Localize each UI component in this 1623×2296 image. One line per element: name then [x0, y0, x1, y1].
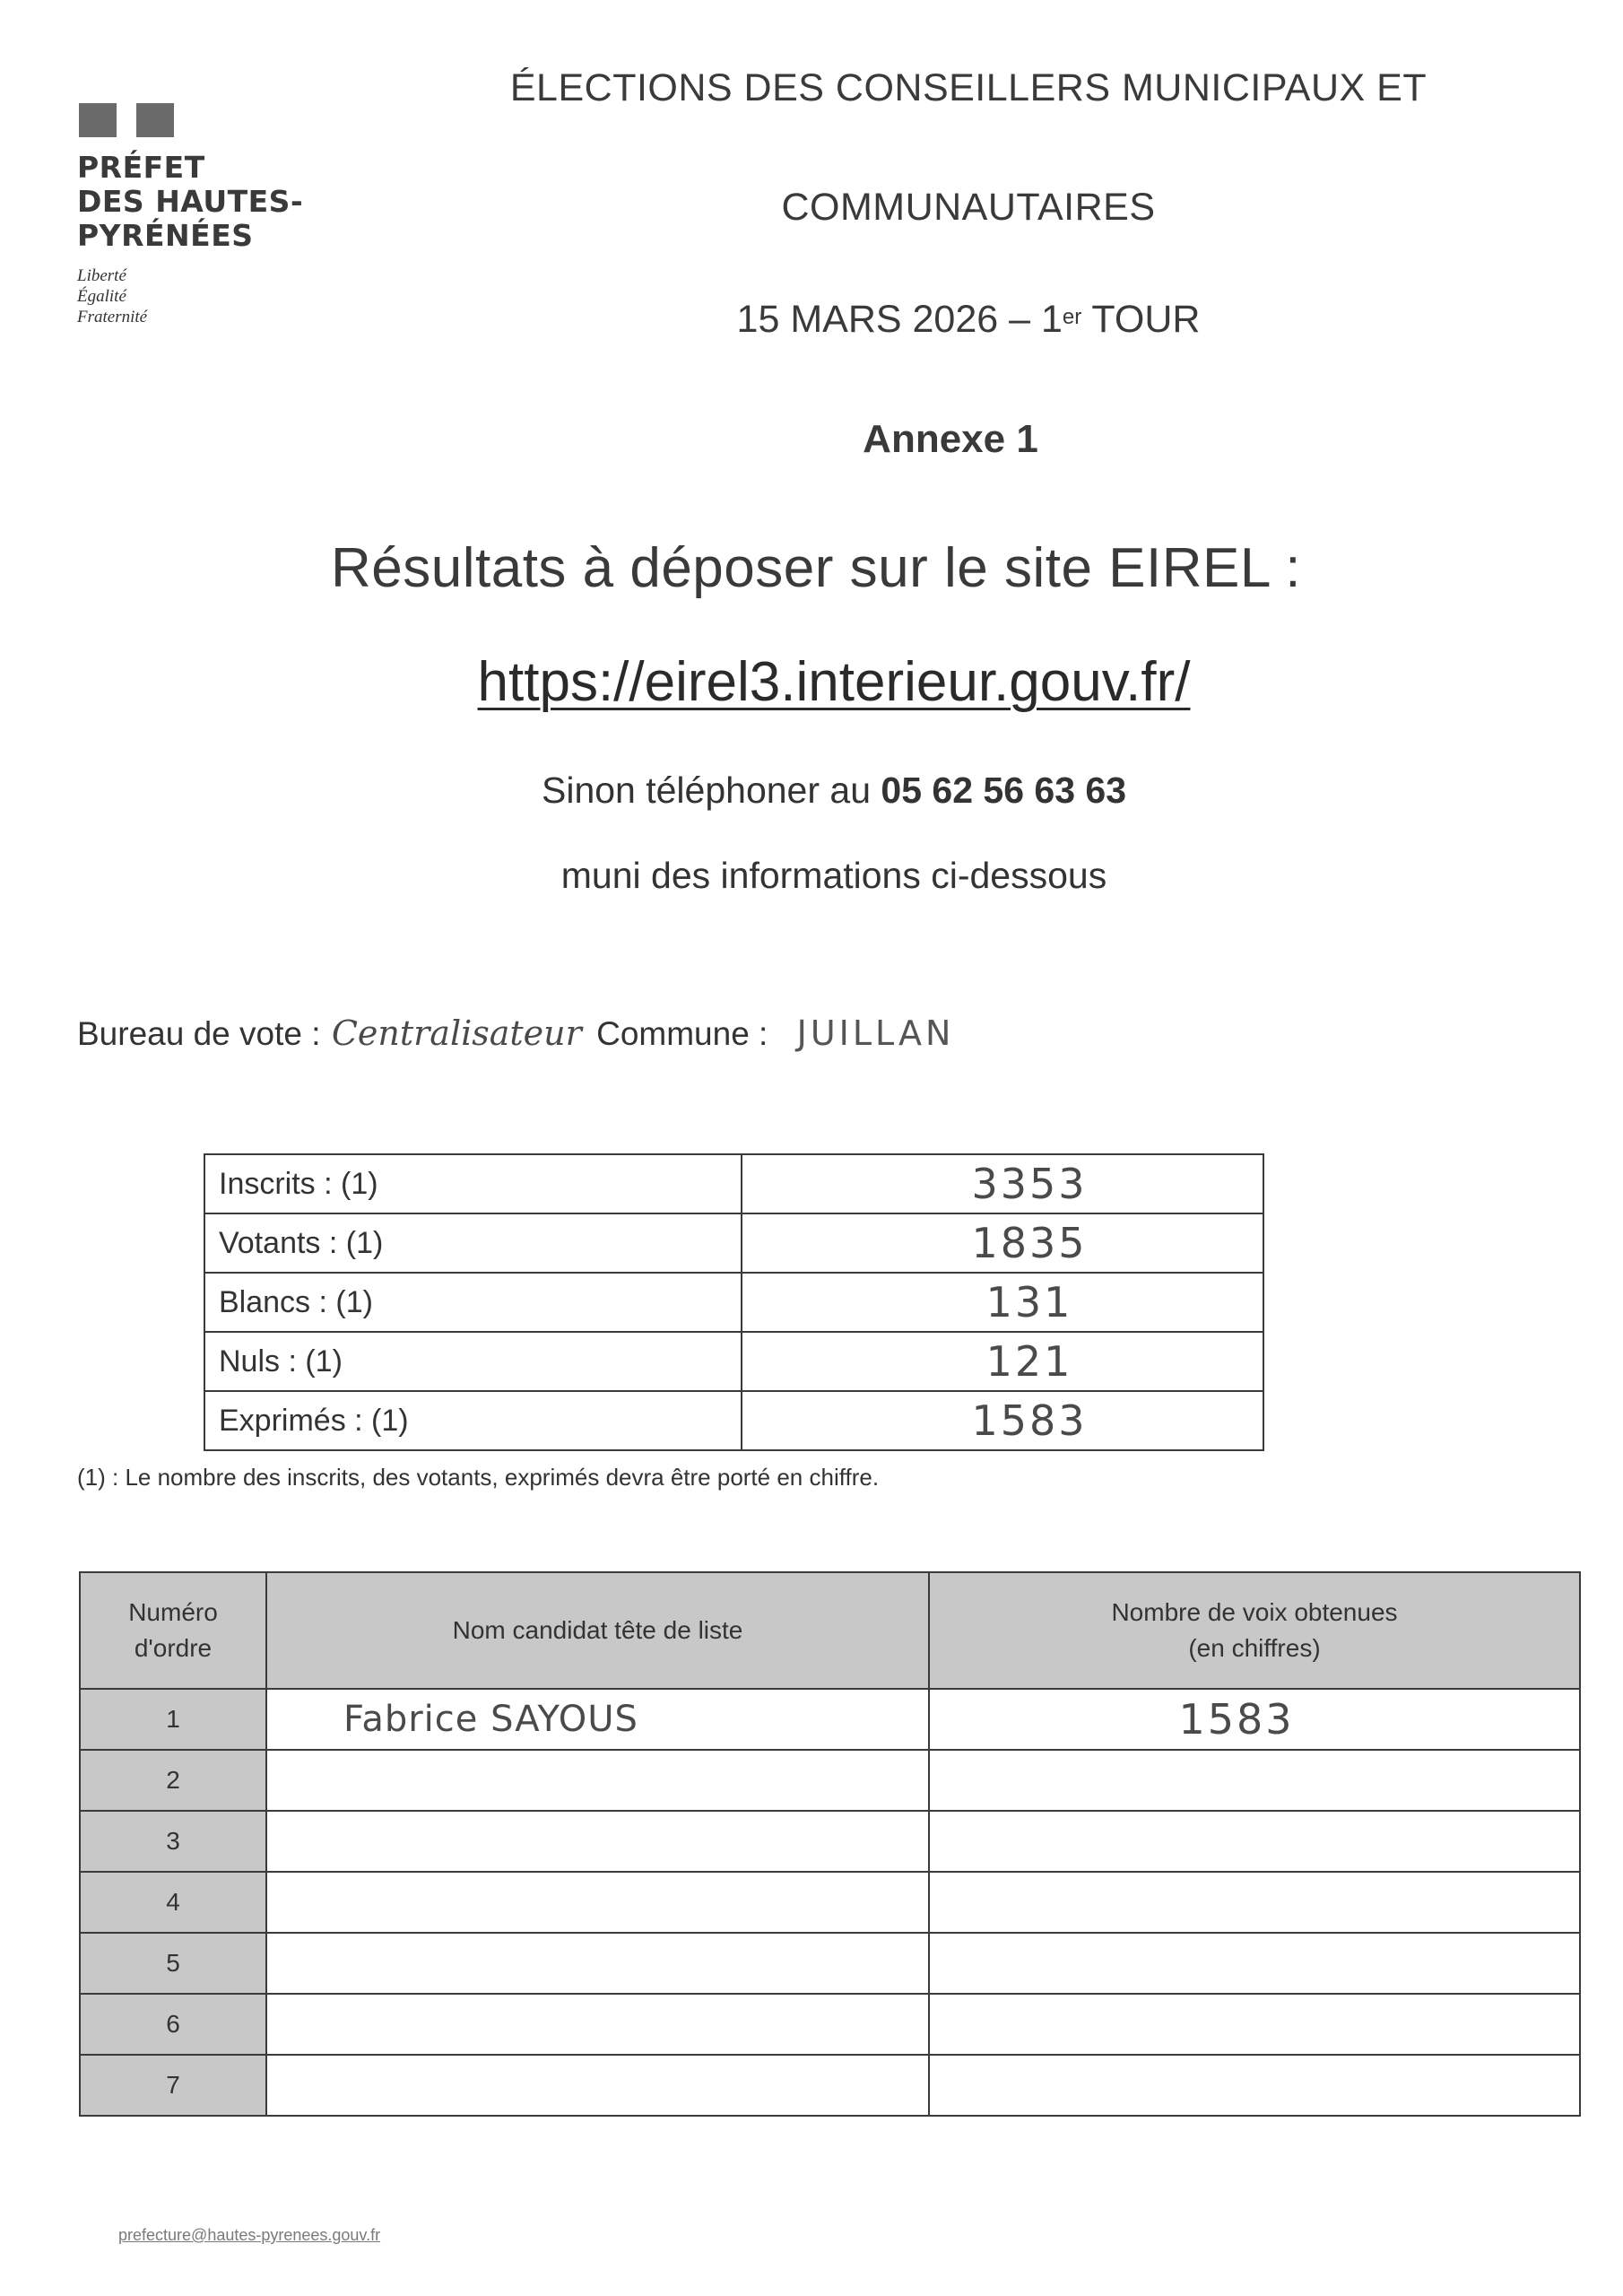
- candidate-name: [266, 1811, 929, 1872]
- header-number-line-1: Numéro: [128, 1598, 218, 1626]
- row-number: 3: [80, 1811, 266, 1872]
- results-heading: Résultats à déposer sur le site EIREL :: [330, 537, 1302, 599]
- footer-faded-line: [82, 2208, 380, 2226]
- commune-label: Commune :: [596, 1015, 768, 1052]
- motto-fraternite: Fraternité: [77, 308, 148, 326]
- row-number: 2: [80, 1750, 266, 1811]
- candidate-votes: [929, 1994, 1580, 2055]
- stats-table: [204, 1153, 1264, 1451]
- info-instruction: muni des informations ci-dessous: [560, 855, 1107, 896]
- footer: [82, 2208, 380, 2264]
- stats-row-votants: [204, 1213, 1263, 1273]
- stats-value: 1835: [742, 1213, 1263, 1273]
- stats-value: 131: [742, 1273, 1263, 1332]
- bureau-label: Bureau de vote :: [77, 1015, 321, 1052]
- commune-value: JUILLAN: [796, 1013, 955, 1053]
- eirel-link[interactable]: https://eirel3.interieur.gouv.fr/: [477, 651, 1191, 713]
- stats-label: Exprimés : (1): [204, 1391, 742, 1450]
- election-title: ÉLECTIONS DES CONSEILLERS MUNICIPAUX ET: [509, 66, 1428, 109]
- candidate-votes: [929, 1811, 1580, 1872]
- stats-value: 1583: [742, 1391, 1263, 1450]
- footnote: (1) : Le nombre des inscrits, des votants, exprimés devra être porté en chiffre.: [77, 1464, 880, 1491]
- footer-email[interactable]: prefecture@hautes-pyrenees.gouv.fr: [118, 2226, 381, 2244]
- table-row: [80, 2055, 1580, 2116]
- row-number: 5: [80, 1933, 266, 1994]
- stats-label: Inscrits : (1): [204, 1154, 742, 1213]
- election-date-suffix: TOUR: [1081, 298, 1201, 341]
- row-number: 7: [80, 2055, 266, 2116]
- election-date-ordinal: er: [1062, 305, 1082, 329]
- candidate-name: [266, 1933, 929, 1994]
- footer-email-line: [82, 2226, 380, 2246]
- candidate-name: [266, 1872, 929, 1933]
- candidate-name: Fabrice SAYOUS: [266, 1689, 929, 1750]
- candidates-table: [79, 1571, 1581, 2117]
- bureau-value: Centralisateur: [331, 1013, 582, 1053]
- table-row: [80, 1933, 1580, 1994]
- table-row: [80, 1872, 1580, 1933]
- motto-egalite: Égalité: [77, 287, 126, 306]
- election-subtitle: COMMUNAUTAIRES: [781, 186, 1156, 229]
- candidates-header-row: [80, 1572, 1580, 1689]
- phone-instruction: [323, 770, 1345, 812]
- prefecture-name-line-2: DES HAUTES-: [77, 184, 304, 219]
- stats-row-nuls: [204, 1332, 1263, 1391]
- candidate-name: [266, 1750, 929, 1811]
- flag-left-block: [79, 103, 117, 137]
- election-date: [430, 296, 1506, 343]
- motto-liberte: Liberté: [77, 266, 126, 285]
- annexe-label: Annexe 1: [863, 417, 1038, 461]
- prefecture-name: [77, 151, 364, 253]
- header-votes-line-2: (en chiffres): [1188, 1634, 1321, 1662]
- election-date-prefix: 15 MARS 2026 – 1: [736, 298, 1063, 341]
- header-votes-line-1: Nombre de voix obtenues: [1111, 1598, 1398, 1626]
- table-row: [80, 1689, 1580, 1750]
- table-row: [80, 1994, 1580, 2055]
- marianne-flag-icon: [79, 103, 174, 137]
- stats-value: 121: [742, 1332, 1263, 1391]
- stats-label: Votants : (1): [204, 1213, 742, 1273]
- stats-label: Nuls : (1): [204, 1332, 742, 1391]
- row-number: 6: [80, 1994, 266, 2055]
- candidate-votes: [929, 2055, 1580, 2116]
- candidate-votes: [929, 1933, 1580, 1994]
- table-row: [80, 1750, 1580, 1811]
- row-number: 4: [80, 1872, 266, 1933]
- table-row: [80, 1811, 1580, 1872]
- footer-faded-address: [82, 2246, 380, 2264]
- stats-row-exprimes: [204, 1391, 1263, 1450]
- stats-value: 3353: [742, 1154, 1263, 1213]
- candidate-votes: 1583: [929, 1689, 1580, 1750]
- row-number: 1: [80, 1689, 266, 1750]
- prefecture-name-line-1: PRÉFET: [77, 150, 205, 185]
- stats-row-inscrits: [204, 1154, 1263, 1213]
- header-candidate-name: Nom candidat tête de liste: [266, 1572, 929, 1689]
- prefecture-name-line-3: PYRÉNÉES: [77, 218, 254, 253]
- phone-prefix: Sinon téléphoner au: [541, 770, 881, 811]
- candidate-votes: [929, 1872, 1580, 1933]
- header-number: [80, 1572, 266, 1689]
- stats-label: Blancs : (1): [204, 1273, 742, 1332]
- phone-number: 05 62 56 63 63: [881, 770, 1126, 811]
- candidate-votes: [929, 1750, 1580, 1811]
- bureau-commune-line: [77, 1013, 1332, 1053]
- flag-right-block: [136, 103, 174, 137]
- header-number-line-2: d'ordre: [134, 1634, 213, 1662]
- marianne-profile: [115, 103, 138, 137]
- stats-row-blancs: [204, 1273, 1263, 1332]
- candidate-name: [266, 2055, 929, 2116]
- candidate-name: [266, 1994, 929, 2055]
- republic-motto: [77, 265, 147, 327]
- header-votes: [929, 1572, 1580, 1689]
